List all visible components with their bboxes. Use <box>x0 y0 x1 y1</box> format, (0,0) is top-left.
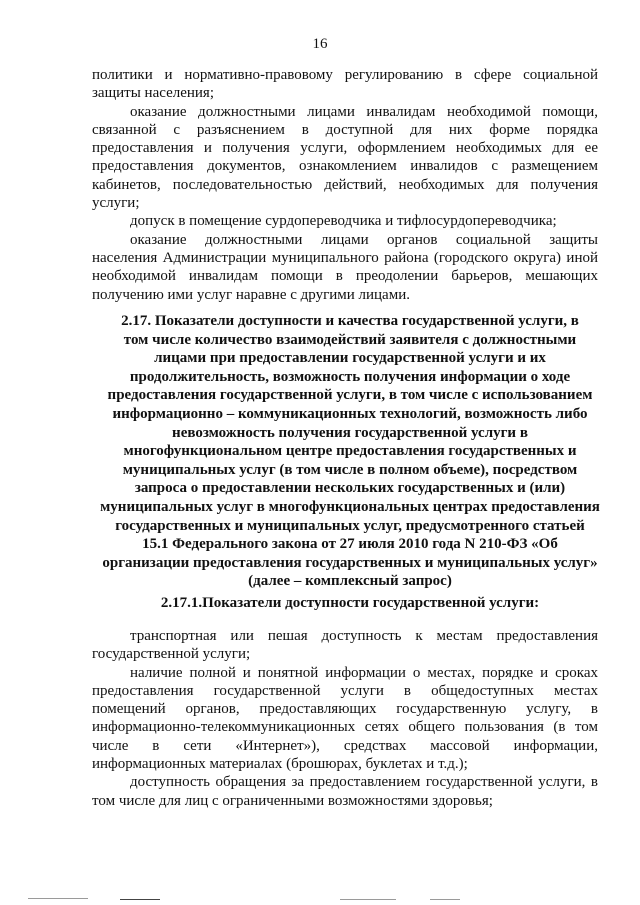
paragraph-block-bottom <box>92 627 598 810</box>
text-line: предоставления и получения услуги, оформлением необходимых для ее <box>92 140 598 157</box>
heading-line: 2.17. Показатели доступности и качества государственной услуги, в <box>121 313 579 329</box>
text-line: наличие полной и понятной информации о местах, порядке и сроках <box>130 664 598 681</box>
text-line: помещений органов, предоставляющих государственную услугу, в <box>92 701 598 718</box>
text-line: кабинетов, последовательностью действий, необходимых для получения <box>92 176 598 193</box>
paragraph-block-top <box>92 66 598 304</box>
text-line: предоставления документов, ознакомлением инвалидов с размещением <box>92 158 598 175</box>
text-line: услуги; <box>92 195 140 212</box>
heading-line: том числе количество взаимодействий заявителя с должностными <box>123 331 577 348</box>
heading-line: предоставления государственной услуги, в том числе с использованием <box>107 387 593 404</box>
scan-artifact <box>430 899 460 900</box>
page-number: 16 <box>312 36 328 52</box>
heading-line: (далее – комплексный запрос) <box>248 573 452 590</box>
text-line: предоставления государственной услуги в общедоступных местах <box>92 682 598 699</box>
text-line: информационных материалах (брошюрах, буклетах и т.д.); <box>92 756 468 773</box>
heading-line: 15.1 Федерального закона от 27 июля 2010 года N 210-ФЗ «Об <box>142 536 558 553</box>
heading-line: муниципальных услуг (в том числе в полном объеме), посредством <box>122 461 578 478</box>
text-line: получению ими услуг наравне с другими лицами. <box>92 286 410 303</box>
text-line: населения Администрации муниципального района (городского округа) иной <box>92 249 598 266</box>
text-line: защиты населения; <box>92 85 214 102</box>
text-line: доступность обращения за предоставлением государственной услуги, в <box>130 774 598 791</box>
heading-line: организации предоставления государственных и муниципальных услуг» <box>102 554 598 571</box>
heading-line: государственных и муниципальных услуг, предусмотренного статьей <box>115 517 585 534</box>
scan-artifact <box>340 899 396 900</box>
heading-line: 2.17.1.Показатели доступности государственной услуги: <box>160 595 540 611</box>
text-line: числе в сети «Интернет»), средствах массовой информации, <box>92 737 598 754</box>
scan-artifact <box>120 899 160 900</box>
text-line: оказание должностными лицами инвалидам необходимой помощи, <box>130 103 598 120</box>
heading-line: запроса о предоставлении нескольких государственных и (или) <box>134 480 566 497</box>
text-line: необходимой инвалидам помощи в преодолении барьеров, мешающих <box>92 268 598 285</box>
text-line: государственной услуги; <box>92 646 251 663</box>
text-line: информационно-телекоммуникационных сетях общего пользования (в том <box>92 719 598 736</box>
text-line: допуск в помещение сурдопереводчика и тифлосурдопереводчика; <box>130 213 557 230</box>
heading-line: невозможность получения государственной услуги в <box>172 424 528 441</box>
scan-artifact <box>28 898 88 899</box>
text-line: транспортная или пешая доступность к местам предоставления <box>130 628 598 644</box>
section-heading-2-17 <box>92 312 608 591</box>
heading-line: информационно – коммуникационных технологий, возможность либо <box>112 405 588 422</box>
heading-line: многофункциональном центре предоставления государственных и <box>123 443 577 460</box>
heading-line: муниципальных услуг в многофункциональных центрах предоставления <box>100 498 600 515</box>
heading-line: продолжительность, возможность получения информации о ходе <box>129 368 571 385</box>
heading-line: лицами при предоставлении государственной услуги и их <box>154 350 546 367</box>
text-line: том числе для лиц с ограниченными возможностями здоровья; <box>92 792 493 809</box>
text-line: оказание должностными лицами органов социальной защиты <box>130 231 598 248</box>
text-line: политики и нормативно-правовому регулированию в сфере социальной <box>92 67 598 83</box>
text-line: связанной с разъяснением в доступной для них форме порядка <box>92 121 598 138</box>
subsection-heading-2-17-1 <box>92 594 608 613</box>
